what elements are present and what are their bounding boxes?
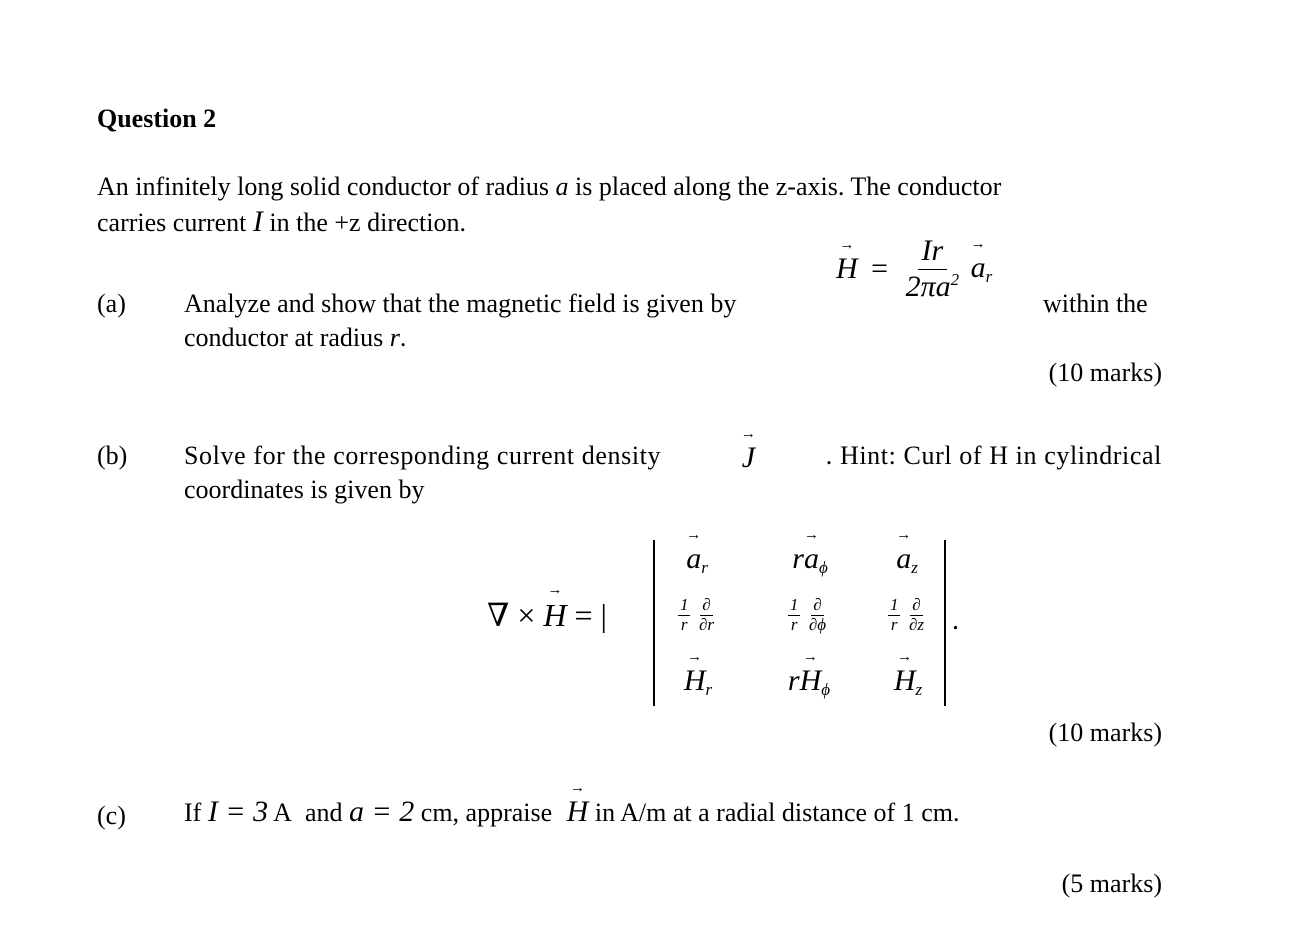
ar-base: a → (971, 251, 986, 285)
curl-H-vector: H → (543, 597, 566, 634)
part-c-label: (c) (97, 801, 126, 830)
det-r2c2: $\frac{1}{r}$ $\frac{\partial}{\partial\phi}$ (789, 595, 827, 634)
intro-line2-pre: carries current (97, 208, 247, 237)
math-I: I (252, 205, 263, 238)
curl-equals: = (574, 597, 593, 633)
math-r: r (389, 323, 400, 352)
part-b-marks: (10 marks) (1048, 718, 1162, 747)
intro-line-2 (97, 205, 466, 239)
part-a-label: (a) (97, 289, 126, 318)
den-square: 2 (950, 269, 960, 289)
det-right-bar (944, 540, 946, 706)
det-period: . (952, 605, 959, 636)
part-a-line1-post: within the (1043, 289, 1148, 318)
part-b-line1-post: . Hint: Curl of H in cylindrical (825, 441, 1162, 470)
unit-vector-ar (971, 251, 993, 284)
part-a-equation (836, 234, 992, 304)
part-a-line2-text: conductor at radius (184, 323, 384, 352)
equals-sign: = (871, 252, 889, 285)
intro-text: An infinitely long solid conductor of radius a is placed along the z-axis. The conductor (97, 172, 1002, 201)
part-c-if: If (184, 798, 202, 827)
part-a-line1: Analyze and show that the magnetic field is given by (184, 289, 737, 318)
math-a-eq-2: a = 2 (349, 795, 415, 828)
den-text: 2πa (905, 269, 951, 303)
fraction-denominator (902, 270, 964, 305)
det-left-bar (653, 540, 655, 706)
part-a-line2: conductor at radius r. (184, 323, 407, 352)
J-vector: J → (742, 441, 755, 475)
ar-sub: r (985, 267, 993, 286)
part-c-marks: (5 marks) (1061, 869, 1162, 898)
intro-line-1 (97, 172, 1001, 202)
det-r1c3: $a \to_z$ (882, 542, 932, 578)
unit-A: A (273, 798, 291, 827)
det-r1c1: $a \to_r$ (672, 542, 722, 578)
det-r3c2: rH $\to_\phi$ (764, 664, 854, 700)
nabla-cross: ∇ × (487, 597, 536, 633)
part-c-H-vector: H → (567, 795, 589, 829)
part-c-end: in A/m at a radial distance of 1 cm. (594, 798, 960, 827)
part-b-label: (b) (97, 441, 128, 470)
det-r3c3: $H \to_z$ (878, 664, 938, 700)
part-a-marks: (10 marks) (1048, 358, 1162, 387)
det-r3c1: $H \to_r$ (668, 664, 728, 700)
part-b-line1-pre: Solve for the corresponding current density (184, 441, 662, 470)
H-vector: H → (836, 252, 858, 286)
part-b-line1 (184, 441, 1162, 475)
part-b-line2: coordinates is given by (184, 475, 425, 504)
det-r1c2: ra $\to_\phi$ (770, 542, 850, 578)
fraction-numerator: Ir (918, 234, 948, 270)
fraction-Ir-over-2pia2 (902, 234, 964, 304)
math-I-eq-3: I = 3 (207, 795, 269, 828)
question-title: Question 2 (97, 104, 217, 133)
part-c-and: and (304, 798, 343, 827)
part-c-line (184, 795, 959, 829)
det-r2c1: $\frac{1}{r}$ $\frac{\partial}{\partial r}$ (679, 595, 715, 634)
curl-lhs: ∇ × H → = | (487, 596, 607, 634)
det-r2c3: $\frac{1}{r}$ $\frac{\partial}{\partial z}$ (889, 595, 925, 634)
unit-cm: cm, appraise (420, 798, 553, 827)
intro-line2-post: in the +z direction. (269, 208, 467, 237)
